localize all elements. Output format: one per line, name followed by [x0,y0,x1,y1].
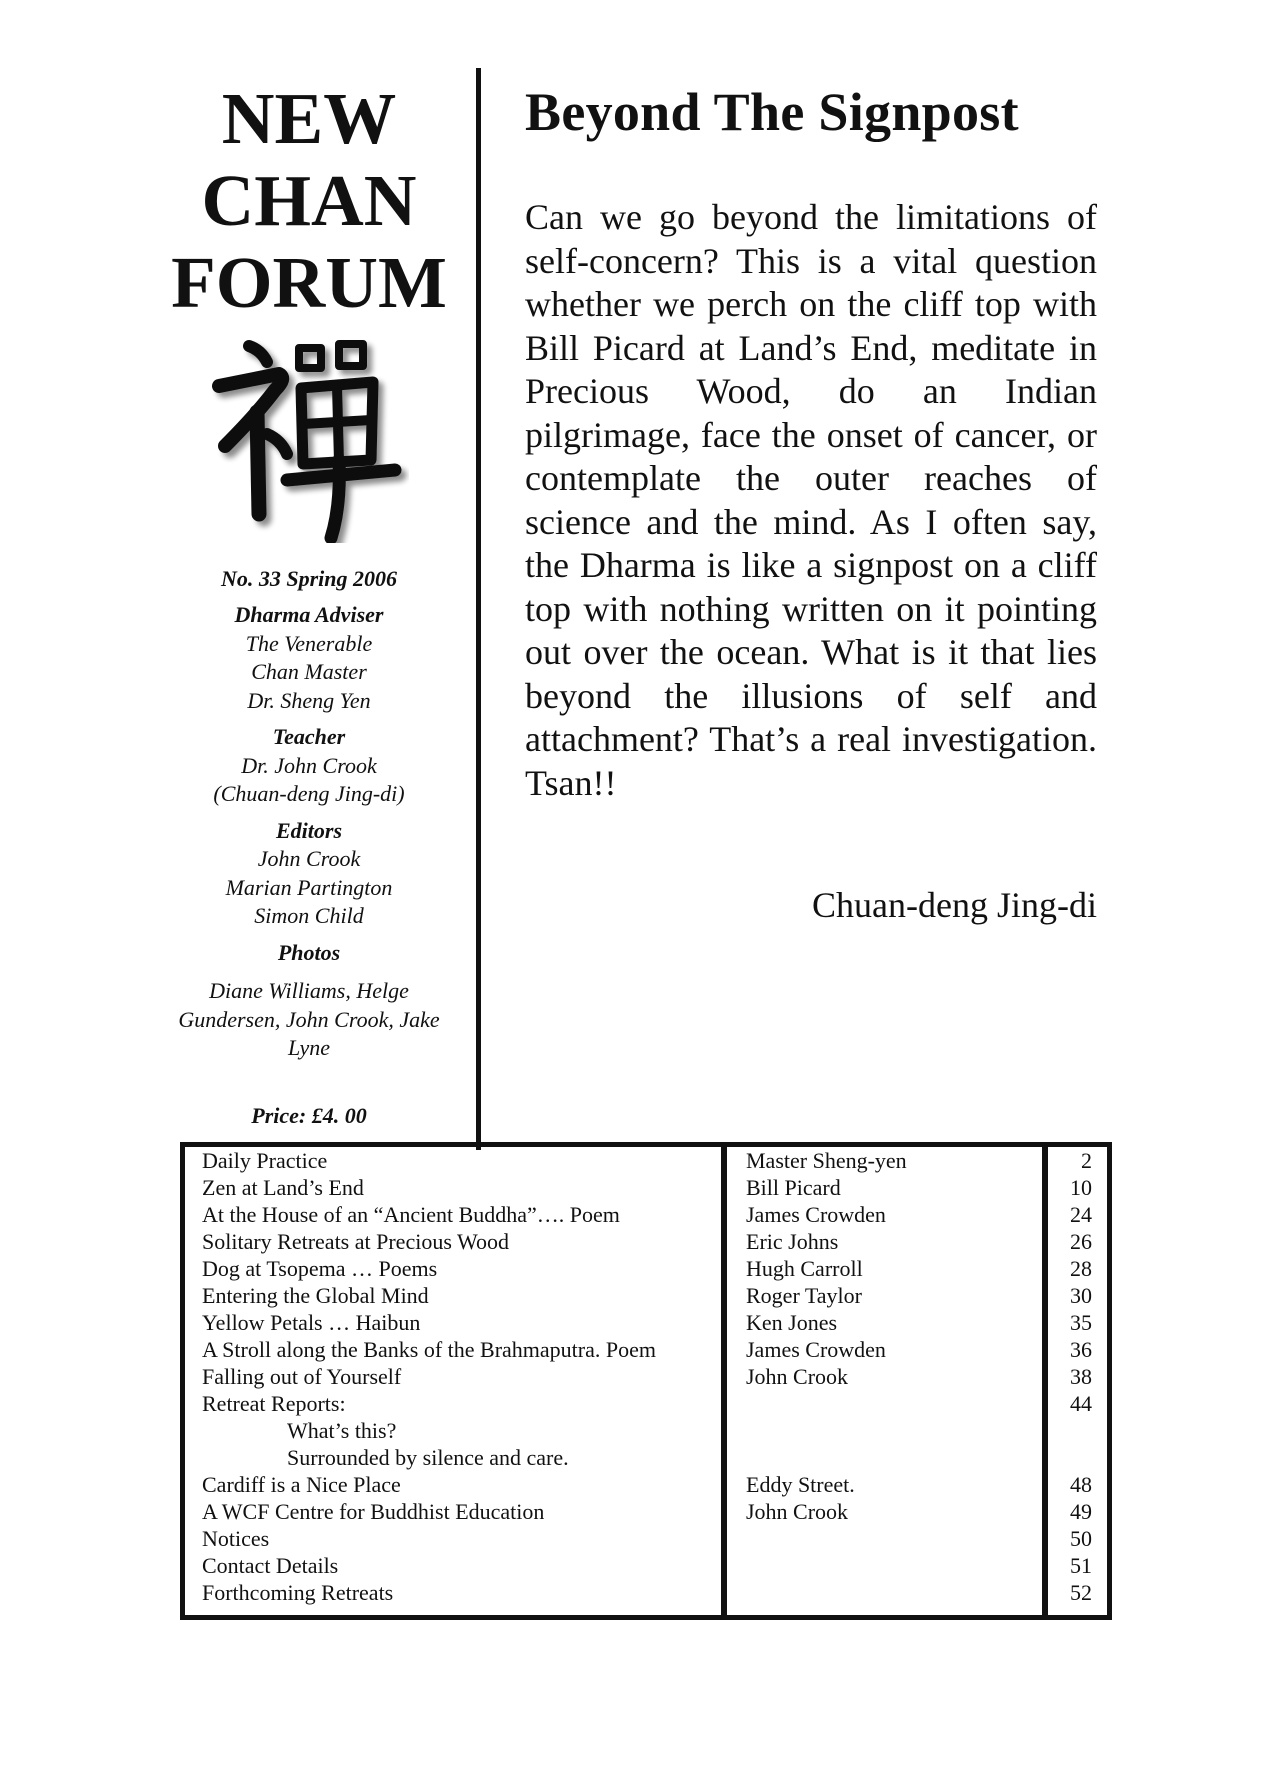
contents-author: Bill Picard [746,1175,841,1200]
contents-row [202,1309,1102,1336]
contents-title: A WCF Centre for Buddhist Education [202,1499,545,1524]
contents-row [202,1201,1102,1228]
contents-author: Ken Jones [746,1310,838,1335]
contents-title: Surrounded by silence and care. [287,1445,569,1470]
contents-author: Hugh Carroll [746,1256,863,1281]
contents-row [202,1147,1102,1174]
contents-page-number: 38 [1070,1364,1092,1389]
contents-list [202,1147,1102,1606]
contents-page-number: 44 [1070,1391,1092,1416]
contents-author: John Crook [746,1499,849,1524]
contents-page-number: 48 [1070,1472,1092,1497]
masthead-column [150,60,468,1129]
contents-title: Notices [202,1526,270,1551]
masthead-line: FORUM [171,242,447,323]
credit-line: John Crook [257,846,361,871]
article-body: Can we go beyond the limitations of self-concern? This is a vital question whether we perch on the cliff top with Bill Picard at Land’s End, meditate in Precious Wood, do an Indian pilgrimage, face the onset of cancer, or contemplate the outer reaches of science and the mind. As I often say, the Dharma is like a signpost on a cliff top with nothing written on it pointing out over the ocean. What is it that lies beyond the illusions of self and attachment? That’s a real investigation. Tsan!! [525,197,1097,803]
credit-line: (Chuan-deng Jing-di) [213,781,405,806]
contents-title: Daily Practice [202,1148,328,1173]
contents-page-number: 26 [1070,1229,1092,1254]
contents-title: Dog at Tsopema … Poems [202,1256,438,1281]
photos-credit: Diane Williams, Helge Gundersen, John Crook, Jake Lyne [178,978,440,1060]
contents-title: Forthcoming Retreats [202,1580,394,1605]
contents-page-number: 10 [1070,1175,1092,1200]
article-signature: Chuan-deng Jing-di [812,885,1097,925]
masthead-line: CHAN [201,160,417,241]
credits-block [150,601,468,1063]
column-divider [476,68,481,1150]
credit-line: The Venerable [245,630,373,656]
contents-title: Falling out of Yourself [202,1364,402,1389]
contents-row [202,1525,1102,1552]
issue-number: No. 33 Spring 2006 [220,566,398,591]
contents-page-number: 28 [1070,1256,1092,1281]
contents-page-number: 49 [1070,1499,1092,1524]
credit-line: Simon Child [254,903,364,928]
contents-author: Roger Taylor [746,1283,862,1308]
contents-title: Yellow Petals … Haibun [202,1310,421,1335]
contents-row [202,1552,1102,1579]
credit-line: Marian Partington [225,874,393,900]
contents-row [202,1174,1102,1201]
contents-title: Zen at Land’s End [202,1175,364,1200]
contents-title: Contact Details [202,1553,339,1578]
price: Price: £4. 00 [251,1102,367,1128]
contents-row [202,1336,1102,1363]
contents-title: Entering the Global Mind [202,1283,429,1308]
contents-row [202,1228,1102,1255]
contents-page-number: 51 [1070,1553,1092,1578]
editorial-column [525,60,1097,927]
contents-author: Eric Johns [746,1229,839,1254]
credit-group [150,723,468,809]
contents-author: James Crowden [746,1202,886,1227]
credit-group [150,817,468,931]
credit-heading: Teacher [272,724,346,749]
contents-page-number: 2 [1081,1148,1092,1173]
credit-line: Dr. John Crook [241,752,377,778]
contents-row [202,1417,1102,1444]
contents-page-number: 24 [1070,1202,1092,1227]
credit-group [150,939,468,1063]
contents-row [202,1255,1102,1282]
contents-author: Master Sheng-yen [746,1148,907,1173]
contents-title: Solitary Retreats at Precious Wood [202,1229,509,1254]
contents-author: John Crook [746,1364,849,1389]
contents-page-number: 30 [1070,1283,1092,1308]
contents-row [202,1471,1102,1498]
masthead-title [150,78,468,324]
credit-line: Dr. Sheng Yen [247,687,371,713]
contents-row [202,1498,1102,1525]
contents-title: Cardiff is a Nice Place [202,1472,401,1497]
contents-author: James Crowden [746,1337,886,1362]
contents-row [202,1444,1102,1471]
contents-page-number: 50 [1070,1526,1092,1551]
credit-group [150,601,468,715]
credit-line: Chan Master [251,659,367,684]
contents-title: A Stroll along the Banks of the Brahmaputra. Poem [202,1337,656,1362]
contents-title: What’s this? [287,1418,397,1443]
contents-title: At the House of an “Ancient Buddha”…. Poem [202,1202,620,1227]
credit-heading: Editors [275,817,343,843]
contents-page-number: 52 [1070,1580,1092,1605]
contents-row [202,1579,1102,1606]
article-title: Beyond The Signpost [525,82,1019,142]
contents-title: Retreat Reports: [202,1391,346,1416]
contents-page-number: 35 [1070,1310,1092,1335]
contents-row [202,1282,1102,1309]
contents-page-number: 36 [1070,1337,1092,1362]
contents-author: Eddy Street. [746,1472,855,1497]
contents-row [202,1363,1102,1390]
masthead-line: NEW [221,78,397,159]
credit-heading: Dharma Adviser [234,602,384,627]
credit-heading: Photos [277,939,341,965]
chan-calligraphy-logo-icon [209,328,409,543]
contents-row [202,1390,1102,1417]
